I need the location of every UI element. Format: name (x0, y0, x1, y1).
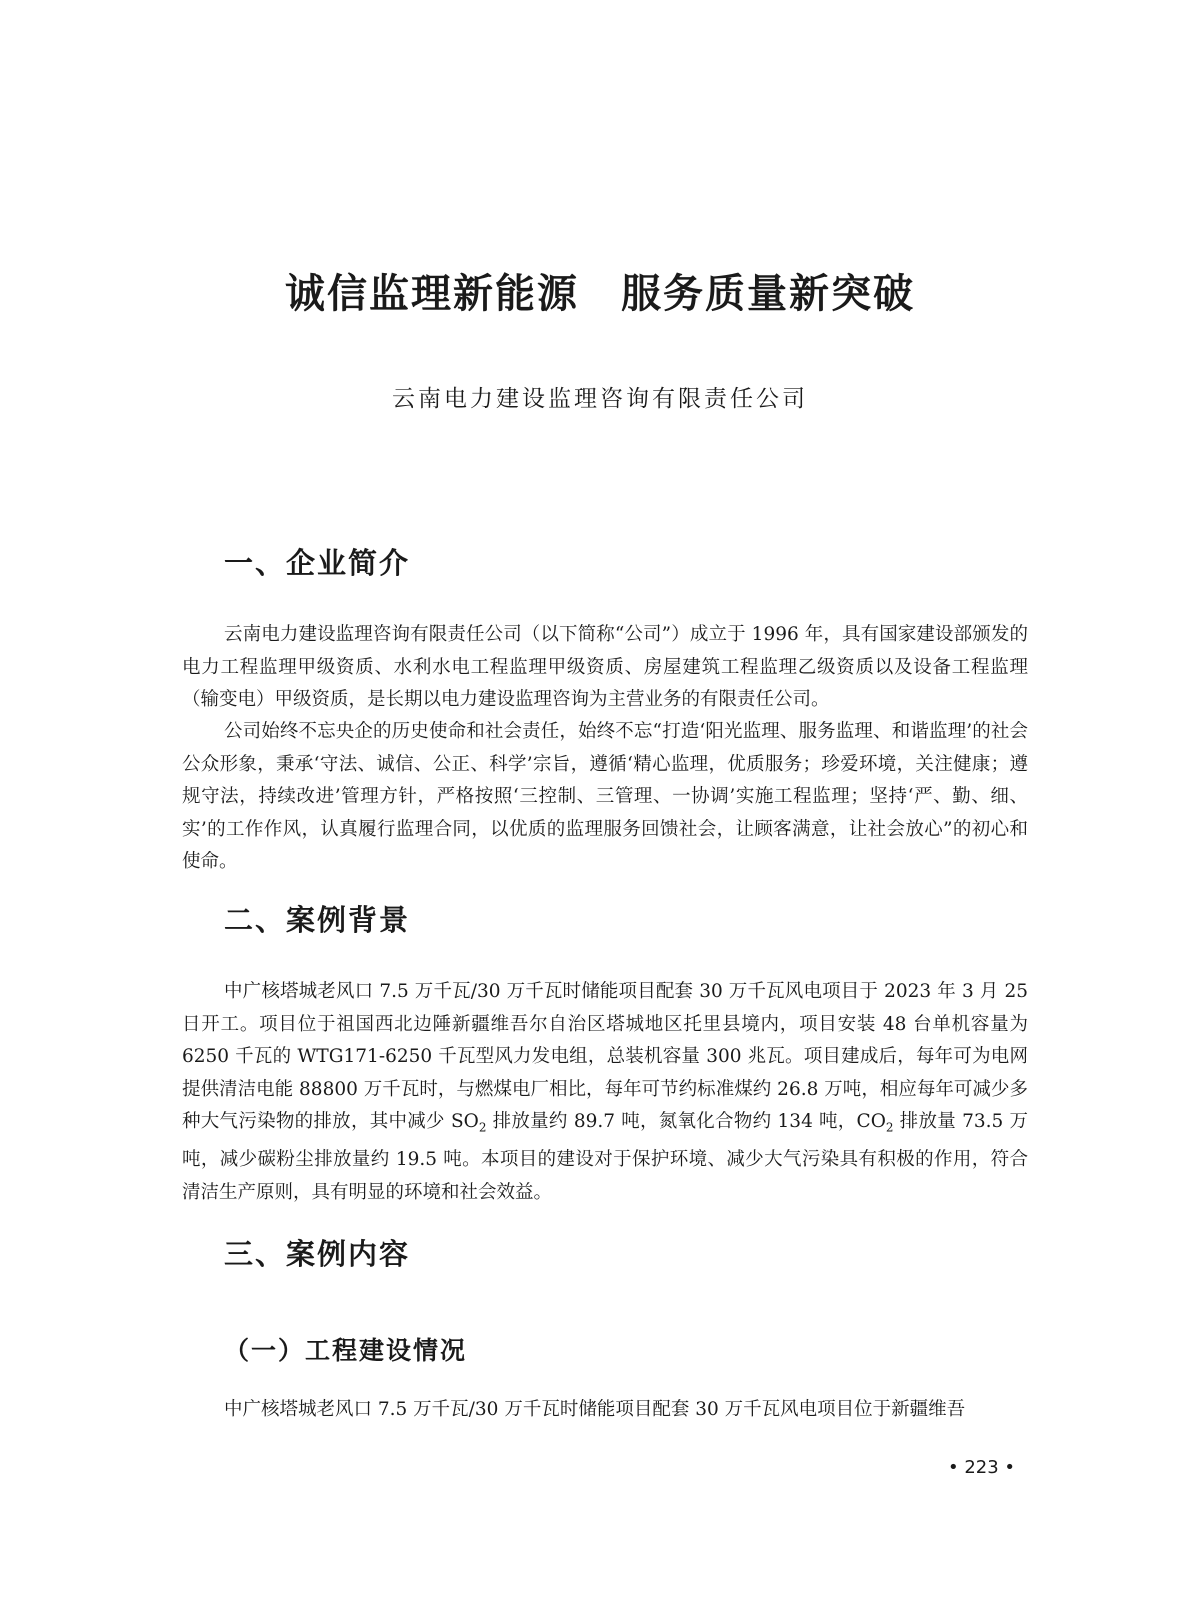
so2-subscript: 2 (478, 1120, 487, 1135)
company-name: 云南电力建设监理咨询有限责任公司 (392, 386, 808, 412)
article-title: 诚信监理新能源 服务质量新突破 (285, 271, 915, 317)
background-text-part-2: 排放量约 89.7 吨，氮氧化合物约 134 吨，CO (486, 1111, 886, 1132)
paragraph-company-intro: 云南电力建设监理咨询有限责任公司（以下简称“公司”）成立于 1996 年，具有国家建设部颁发的电力工程监理甲级资质、水利水电工程监理甲级资质、房屋建筑工程监理乙级资质以及设备工程监理（输变电）甲级资质，是长期以电力建设监理咨询为主营业务的有限责任公司。 (182, 624, 1028, 710)
subsection-heading-construction: （一）工程建设情况 (224, 1336, 468, 1365)
background-text-part-1: 中广核塔城老风口 7.5 万千瓦/30 万千瓦时储能项目配套 30 万千瓦风电项目于 2023 年 3 月 25 日开工。项目位于祖国西北边陲新疆维吾尔自治区塔城地区托里县境内，项目安装 48 台单机容量为 6250 千瓦的 WTG171-6250 千瓦型风力发电组，总装机容量 300 兆瓦。项目建成后，每年可为电网提供清洁电能 88800 万千瓦时，与燃煤电厂相比，每年可节约标准煤约 26.8 万吨，相应每年可减少多种大气污染物的排放，其中减少 SO (182, 981, 1028, 1132)
paragraph-case-background (182, 976, 1028, 1209)
background-text-part-3: 排放量 73.5 万吨，减少碳粉尘排放量约 19.5 吨。本项目的建设对于保护环境、减少大气污染具有积极的作用，符合清洁生产原则，具有明显的环境和社会效益。 (182, 1111, 1028, 1203)
section-heading-case-background: 二、案例背景 (224, 903, 411, 937)
co2-subscript: 2 (885, 1120, 894, 1135)
section-heading-case-content: 三、案例内容 (224, 1237, 411, 1271)
page-number: • 223 • (948, 1457, 1016, 1478)
paragraph-company-mission: 公司始终不忘央企的历史使命和社会责任，始终不忘“打造‘阳光监理、服务监理、和谐监理’的社会公众形象，秉承‘守法、诚信、公正、科学’宗旨，遵循‘精心监理，优质服务；珍爱环境，关注健康；遵规守法，持续改进’管理方针，严格按照‘三控制、三管理、一协调’实施工程监理；坚持‘严、勤、细、实’的工作作风，认真履行监理合同，以优质的监理服务回馈社会，让顾客满意，让社会放心”的初心和使命。 (182, 721, 1028, 872)
paragraph-construction-intro: 中广核塔城老风口 7.5 万千瓦/30 万千瓦时储能项目配套 30 万千瓦风电项目位于新疆维吾 (224, 1399, 966, 1420)
section-heading-company-profile: 一、企业简介 (224, 546, 411, 580)
